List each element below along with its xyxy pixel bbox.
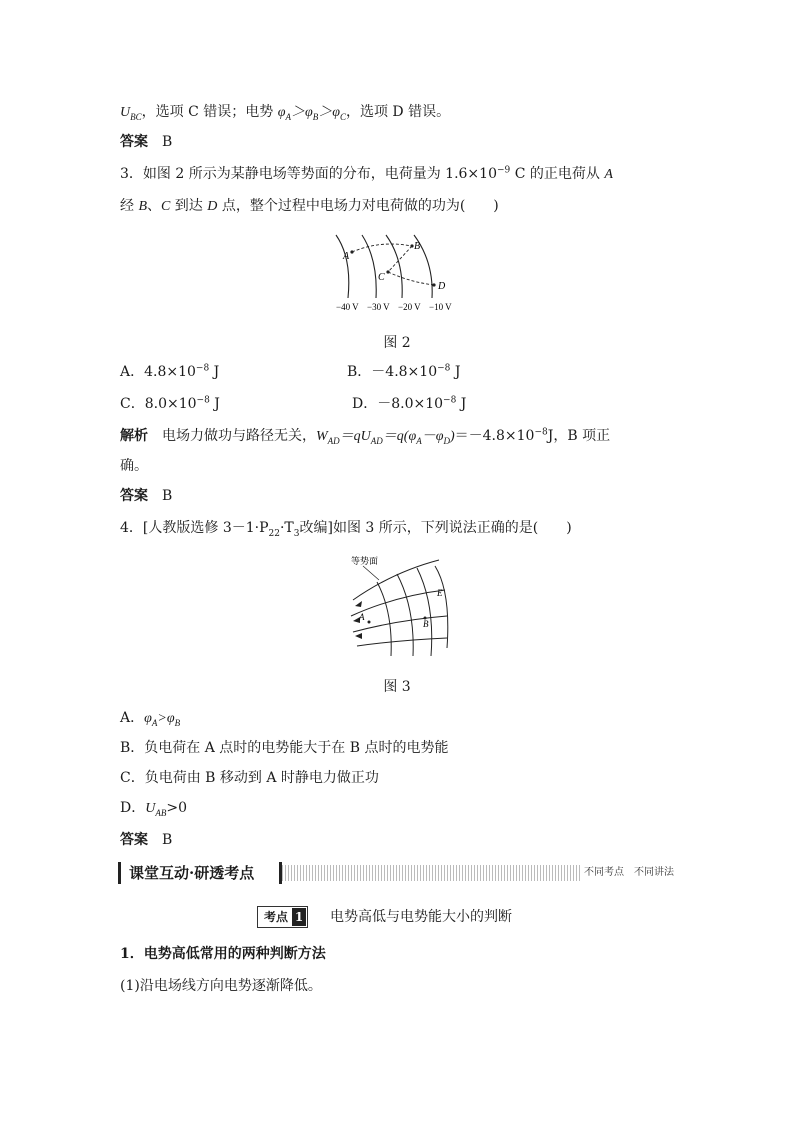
q3-analysis-line-1: 解析 电场力做功与路径无关，$W_{AD}=qU_{AD}=q(\varphi_A-\varphi_D)=-4.8\times 10^{-8}J$，B 项正 bbox=[120, 427, 611, 446]
answer-3: 答案 B bbox=[120, 832, 173, 848]
text-line-1: $U_{BC}$，选项 C 错误；电势 $\varphi_A>\varphi_B>\varphi_C$，选项 D 错误。 bbox=[120, 104, 451, 122]
figure-2-equipotential-diagram bbox=[330, 230, 470, 315]
answer-2: 答案 B bbox=[120, 488, 173, 504]
fig2-label-B: B bbox=[414, 241, 421, 252]
section-text-1: (1)沿电场线方向电势逐渐降低。 bbox=[120, 978, 322, 994]
fig2-label-C: C bbox=[378, 272, 385, 283]
banner-title: 课堂互动·研透考点 bbox=[118, 862, 282, 884]
kaodian-title: 电势高低与电势能大小的判断 bbox=[330, 909, 512, 925]
fig3-label-E: E bbox=[437, 588, 443, 598]
fig2-potential-2: −30 V bbox=[367, 302, 390, 312]
banner-right-text: 不同考点 不同讲法 bbox=[582, 865, 676, 881]
fig2-potential-3: −20 V bbox=[398, 302, 421, 312]
fig2-label-A: A bbox=[343, 251, 350, 262]
q4-option-c: C．负电荷由 B 移动到 A 时静电力做正功 bbox=[120, 770, 379, 786]
section-heading-1: 1．电势高低常用的两种判断方法 bbox=[120, 946, 326, 962]
fig3-label-B: B bbox=[423, 619, 429, 629]
q4-option-d: D．$U_{AB}>0$ bbox=[120, 800, 187, 818]
fig3-label-A: A bbox=[359, 612, 365, 622]
q4-option-b: B．负电荷在 A 点时的电势能大于在 B 点时的电势能 bbox=[120, 740, 449, 756]
fig2-potential-4: −10 V bbox=[429, 302, 452, 312]
question-3-line-1: 3．如图 2 所示为某静电场等势面的分布，电荷量为 $1.6\times 10^{-9}$ C 的正电荷从 A bbox=[120, 165, 613, 182]
section-banner bbox=[118, 862, 678, 884]
q4-option-a: A．$\varphi_A>\varphi_B$ bbox=[120, 710, 181, 728]
figure-2-caption: 图 2 bbox=[383, 335, 411, 351]
question-3-line-2: 经 B、C 到达 D 点，整个过程中电场力对电荷做的功为( ) bbox=[120, 198, 499, 214]
fig2-potential-1: −40 V bbox=[336, 302, 359, 312]
figure-3-caption: 图 3 bbox=[383, 679, 411, 695]
kaodian-badge: 考点 1 bbox=[257, 906, 308, 928]
answer-1: 答案 B bbox=[120, 134, 173, 150]
question-4: 4．[人教版选修 $3-1\cdot P_{22}\cdot T_3$改编]如图 3 所示，下列说法正确的是( ) bbox=[120, 520, 572, 539]
fig3-label-surface: 等势面 bbox=[351, 556, 379, 566]
fig2-label-D: D bbox=[438, 281, 446, 292]
figure-3-field-diagram bbox=[343, 552, 453, 660]
q3-analysis-line-2: 确。 bbox=[120, 458, 148, 474]
